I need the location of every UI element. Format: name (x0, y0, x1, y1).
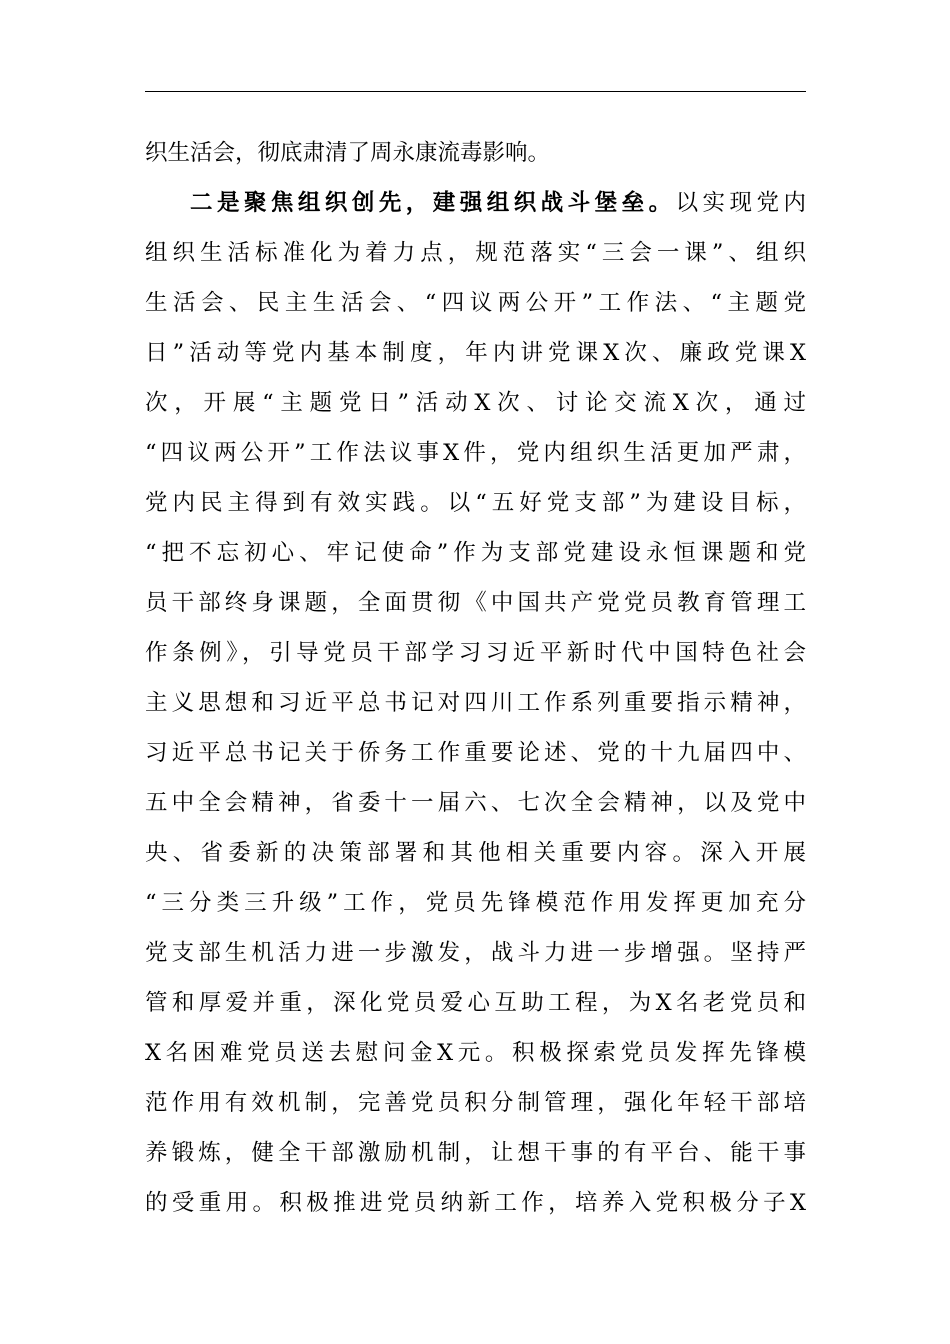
text-line: 的受重用。积极推进党员纳新工作，培养入党积极分子X (145, 1190, 806, 1216)
text-line: 党内民主得到有效实践。以“五好党支部”为建设目标， (145, 490, 806, 516)
text-line: 党支部生机活力进一步激发，战斗力进一步增强。坚持严 (145, 940, 806, 966)
text-line: 生活会、民主生活会、“四议两公开”工作法、“主题党 (145, 290, 806, 316)
paragraph-first-line (145, 178, 806, 228)
text-line: 作条例》，引导党员干部学习习近平新时代中国特色社会 (145, 640, 806, 666)
text-line: “把不忘初心、牢记使命”作为支部党建设永恒课题和党 (145, 540, 806, 566)
text-line: 五中全会精神，省委十一届六、七次全会精神，以及党中 (145, 790, 806, 816)
text-line: 次，开展“主题党日”活动X次、讨论交流X次，通过 (145, 390, 806, 416)
text-line: 日”活动等党内基本制度，年内讲党课X次、廉政党课X (145, 340, 806, 366)
text-line: 织生活会，彻底肃清了周永康流毒影响。 (145, 140, 551, 166)
document-body (145, 128, 806, 1228)
text-line: 央、省委新的决策部署和其他相关重要内容。深入开展 (145, 840, 806, 866)
text-line: 养锻炼，健全干部激励机制，让想干事的有平台、能干事 (145, 1140, 806, 1166)
paragraph-heading: 二是聚焦组织创先，建强组织战斗堡垒。 (190, 190, 676, 216)
text-line: 管和厚爱并重，深化党员爱心互助工程，为X名老党员和 (145, 990, 806, 1016)
text-line: 组织生活标准化为着力点，规范落实“三会一课”、组织 (145, 240, 806, 266)
text-line: “四议两公开”工作法议事X件，党内组织生活更加严肃， (145, 440, 806, 466)
text-line: 习近平总书记关于侨务工作重要论述、党的十九届四中、 (145, 740, 806, 766)
paragraph-lead-text: 以实现党内 (675, 190, 806, 216)
text-line: 范作用有效机制，完善党员积分制管理，强化年轻干部培 (145, 1090, 806, 1116)
text-line: 主义思想和习近平总书记对四川工作系列重要指示精神， (145, 690, 806, 716)
text-line: X名困难党员送去慰问金X元。积极探索党员发挥先锋模 (145, 1040, 806, 1066)
text-line: “三分类三升级”工作，党员先锋模范作用发挥更加充分 (145, 890, 806, 916)
text-line: 员干部终身课题，全面贯彻《中国共产党党员教育管理工 (145, 590, 806, 616)
header-rule (145, 91, 806, 92)
